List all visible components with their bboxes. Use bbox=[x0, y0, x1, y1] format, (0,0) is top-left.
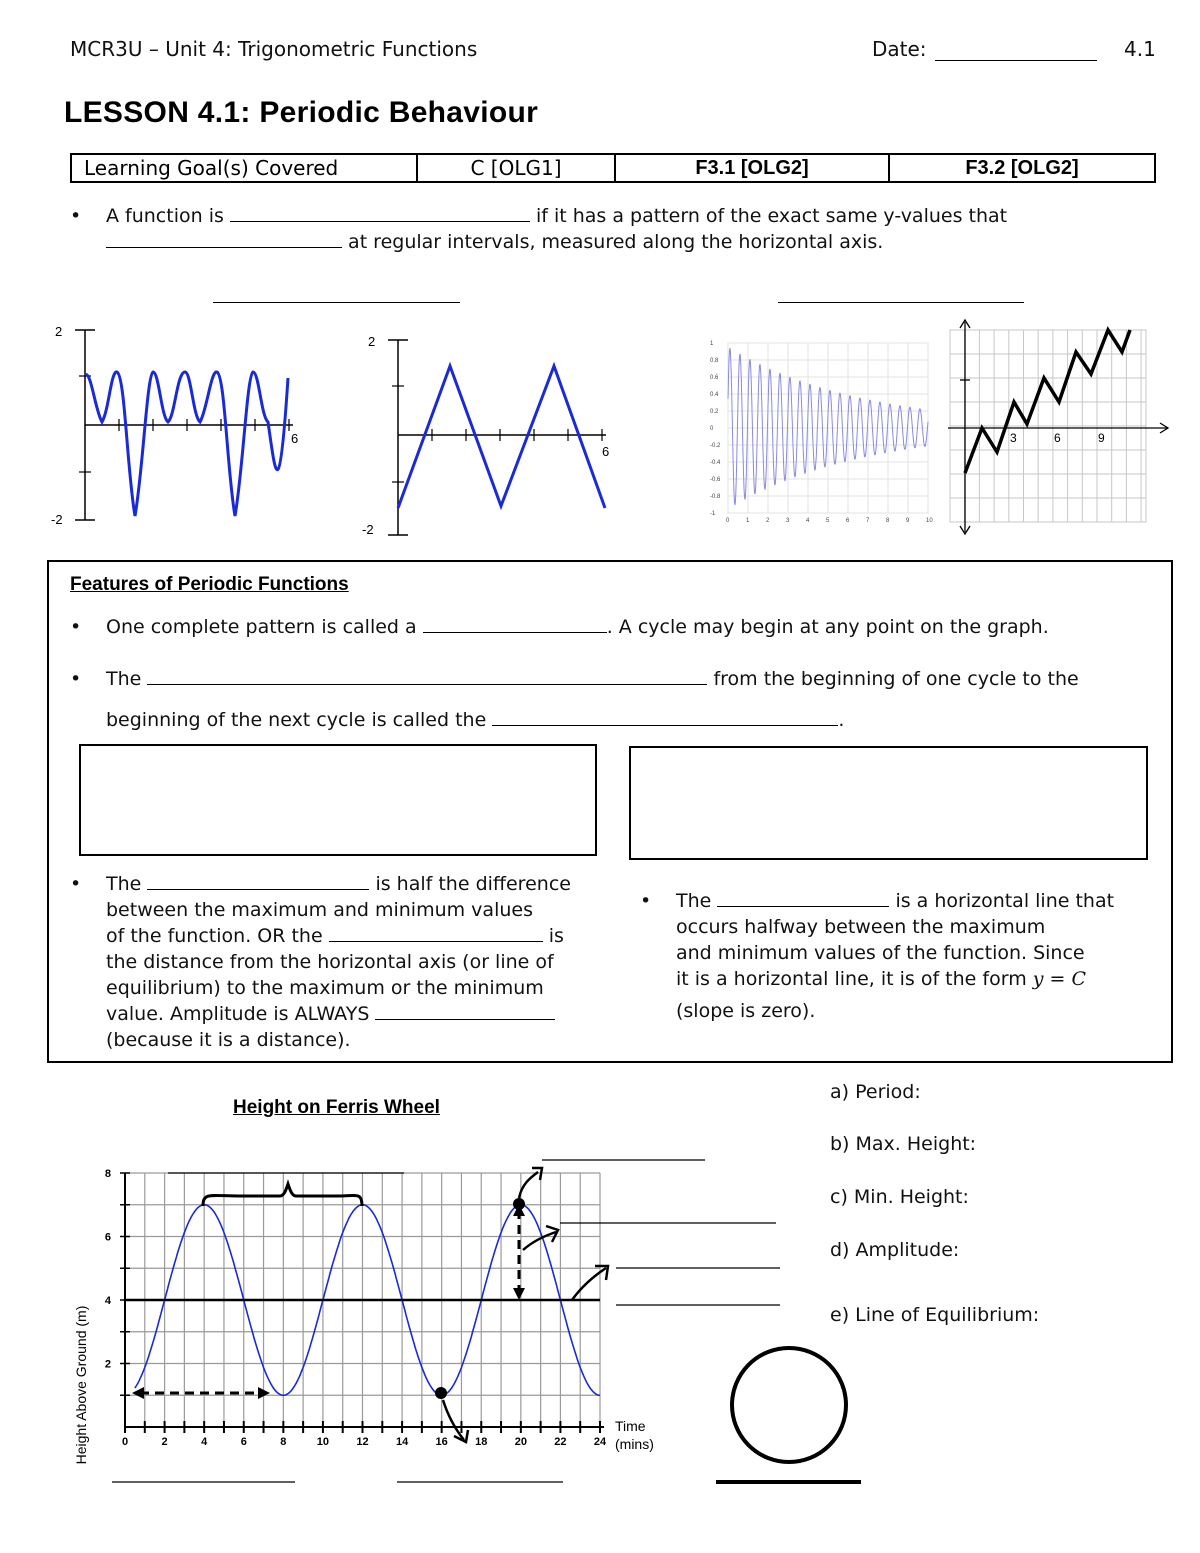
amp-text-5: equilibrium) to the maximum or the minimum bbox=[106, 977, 544, 999]
ferris-xtick-label: 16 bbox=[435, 1436, 448, 1448]
amp-text-2: between the maximum and minimum values bbox=[106, 899, 533, 921]
g3-ytick: 0.4 bbox=[710, 392, 719, 398]
learning-goals-table bbox=[70, 153, 1156, 183]
g3-ytick: 0.8 bbox=[710, 358, 719, 364]
amplitude-pointer bbox=[523, 1232, 556, 1250]
ferris-xtick-label: 20 bbox=[514, 1436, 527, 1448]
g3-xtick: 6 bbox=[846, 518, 850, 524]
date-label: Date: bbox=[872, 37, 927, 61]
g3-xtick: 5 bbox=[826, 518, 830, 524]
g3-ytick: -0.6 bbox=[710, 477, 721, 483]
ferris-xtick-label: 6 bbox=[240, 1436, 247, 1448]
g1-curve bbox=[85, 372, 288, 516]
question-a: a) Period: bbox=[830, 1081, 921, 1103]
g2-ytop: 2 bbox=[368, 334, 376, 349]
g3-xtick: 7 bbox=[866, 518, 870, 524]
graph-group-label-blank-left[interactable] bbox=[213, 302, 460, 303]
g3-ytick: -0.4 bbox=[710, 460, 721, 466]
max-arrow bbox=[519, 1172, 538, 1198]
intro-text-b: if it has a pattern of the exact same y-values that bbox=[535, 205, 1008, 227]
g3-ytick: 0.6 bbox=[710, 375, 719, 381]
goal-f31: F3.1 [OLG2] bbox=[616, 155, 890, 181]
periodic-blank[interactable] bbox=[230, 203, 530, 222]
lesson-number: 4.1 bbox=[1124, 37, 1156, 61]
ferris-xtick-label: 10 bbox=[316, 1436, 330, 1448]
g3-ytick: -0.2 bbox=[710, 443, 721, 449]
g3-ytick: -1 bbox=[710, 511, 716, 517]
g1-x: 6 bbox=[291, 431, 299, 446]
bullet-dot: • bbox=[70, 873, 82, 895]
period-text-a: The bbox=[106, 668, 142, 690]
ferris-xlabel-time: Time bbox=[615, 1418, 646, 1434]
ferris-xtick-label: 14 bbox=[395, 1436, 409, 1448]
goal-f32: F3.2 [OLG2] bbox=[965, 156, 1079, 179]
g3-xtick: 4 bbox=[806, 518, 810, 524]
g3-ytick: 0 bbox=[710, 426, 714, 432]
eq-text-5: (slope is zero). bbox=[676, 1000, 816, 1022]
course-header: MCR3U – Unit 4: Trigonometric Functions bbox=[70, 37, 478, 61]
nonperiodic-graph-1 bbox=[706, 328, 934, 528]
features-title: Features of Periodic Functions bbox=[70, 574, 349, 595]
repeat-blank[interactable] bbox=[106, 229, 342, 248]
question-d: d) Amplitude: bbox=[830, 1239, 960, 1261]
amp-text-1a: The bbox=[106, 873, 142, 895]
answer-box-right[interactable] bbox=[629, 746, 1148, 860]
goal-c: C [OLG1] bbox=[418, 155, 616, 181]
min-point bbox=[435, 1387, 447, 1399]
amplitude-blank-2[interactable] bbox=[329, 923, 543, 942]
amp-text-3b: is bbox=[548, 925, 564, 947]
intro-bullet bbox=[70, 203, 1166, 255]
intro-text-a: A function is bbox=[106, 205, 224, 227]
periodic-graph-1 bbox=[45, 320, 315, 530]
goals-label: Learning Goal(s) Covered bbox=[72, 155, 418, 181]
amplitude-bullet bbox=[70, 871, 606, 1053]
amplitude-blank-1[interactable] bbox=[147, 871, 369, 890]
answer-box-left[interactable] bbox=[79, 744, 597, 856]
ferris-ytick-label: 8 bbox=[104, 1168, 111, 1180]
ferris-xlabel-mins: (mins) bbox=[615, 1436, 654, 1452]
eq-text-1b: is a horizontal line that bbox=[895, 890, 1115, 912]
ferris-xtick-label: 8 bbox=[280, 1436, 287, 1448]
eq-text-1a: The bbox=[676, 890, 712, 912]
nonperiodic-graph-2 bbox=[946, 318, 1172, 536]
equilibrium-blank[interactable] bbox=[717, 888, 889, 907]
g2-ybot: -2 bbox=[362, 522, 374, 537]
eq-text-4a: it is a horizontal line, it is of the form bbox=[676, 968, 1027, 990]
ferris-wheel-icon bbox=[715, 1340, 865, 1490]
period-bullet bbox=[70, 666, 1166, 692]
bullet-dot: • bbox=[70, 205, 82, 227]
cycle-text-b: . A cycle may begin at any point on the graph. bbox=[606, 616, 1049, 638]
ferris-xtick-label: 18 bbox=[475, 1436, 488, 1448]
bullet-dot: • bbox=[70, 616, 82, 638]
positive-blank[interactable] bbox=[375, 1001, 555, 1020]
g1-ytop: 2 bbox=[55, 324, 63, 339]
g3-xtick: 0 bbox=[726, 518, 730, 524]
bullet-dot: • bbox=[70, 668, 82, 690]
period-text-d: . bbox=[838, 709, 845, 731]
g4-x3: 3 bbox=[1010, 431, 1017, 445]
min-pointer bbox=[443, 1400, 464, 1440]
amp-text-4: the distance from the horizontal axis (or line of bbox=[106, 951, 554, 973]
page-title: LESSON 4.1: Periodic Behaviour bbox=[64, 96, 539, 129]
cycle-text-a: One complete pattern is called a bbox=[106, 616, 417, 638]
g4-x6: 6 bbox=[1054, 431, 1061, 445]
ferris-xtick-label: 2 bbox=[161, 1436, 168, 1448]
g2-x: 6 bbox=[602, 444, 610, 459]
arrowhead-left bbox=[132, 1387, 144, 1399]
period-line-2 bbox=[106, 707, 1166, 733]
g4-x9: 9 bbox=[1098, 431, 1105, 445]
ferris-xtick-label: 12 bbox=[356, 1436, 369, 1448]
eq-formula: y = C bbox=[1032, 968, 1087, 990]
cycle-blank[interactable] bbox=[423, 614, 607, 633]
graph-group-label-blank-right[interactable] bbox=[778, 302, 1024, 303]
equilibrium-pointer bbox=[572, 1268, 606, 1300]
ferris-chart bbox=[60, 1140, 820, 1550]
question-e: e) Line of Equilibrium: bbox=[830, 1304, 1040, 1326]
ferris-ytick-label: 2 bbox=[104, 1358, 111, 1371]
g3-ytick: 0.2 bbox=[710, 409, 719, 415]
g1-ybot: -2 bbox=[51, 512, 63, 527]
g3-xtick: 2 bbox=[766, 518, 770, 524]
question-c: c) Min. Height: bbox=[830, 1186, 969, 1208]
amp-text-7: (because it is a distance). bbox=[106, 1029, 351, 1051]
max-point bbox=[513, 1198, 525, 1210]
periodic-graph-2 bbox=[358, 330, 628, 540]
date-blank[interactable] bbox=[935, 60, 1097, 61]
ferris-xtick-label: 4 bbox=[201, 1436, 208, 1448]
period-blank[interactable] bbox=[492, 707, 838, 726]
ferris-ylabel: Height Above Ground (m) bbox=[73, 1305, 89, 1465]
g3-xtick: 1 bbox=[746, 518, 750, 524]
g3-xtick: 3 bbox=[786, 518, 790, 524]
equilibrium-bullet bbox=[640, 888, 1146, 1024]
cycle-bullet bbox=[70, 614, 1166, 640]
period-brace bbox=[203, 1184, 362, 1206]
question-b: b) Max. Height: bbox=[830, 1133, 977, 1155]
g3-ytick: 1 bbox=[710, 341, 714, 347]
intro-text-c: at regular intervals, measured along the horizontal axis. bbox=[348, 231, 884, 253]
bullet-dot: • bbox=[640, 890, 652, 912]
period-text-c: beginning of the next cycle is called the bbox=[106, 709, 487, 731]
g3-xtick: 10 bbox=[926, 518, 933, 524]
amp-text-3a: of the function. OR the bbox=[106, 925, 323, 947]
g3-xtick: 9 bbox=[906, 518, 910, 524]
period-text-b: from the beginning of one cycle to the bbox=[713, 668, 1079, 690]
ferris-xtick-label: 0 bbox=[121, 1436, 129, 1448]
ferris-xtick-label: 24 bbox=[593, 1436, 607, 1448]
ferris-xtick-label: 22 bbox=[554, 1436, 567, 1448]
g3-ytick: -0.8 bbox=[710, 494, 721, 500]
ferris-chart-title: Height on Ferris Wheel bbox=[233, 1097, 440, 1118]
amp-text-6: value. Amplitude is ALWAYS bbox=[106, 1003, 370, 1025]
horizontal-length-blank[interactable] bbox=[147, 666, 707, 685]
ferris-ytick-label: 4 bbox=[104, 1295, 111, 1307]
amp-text-1b: is half the difference bbox=[375, 873, 571, 895]
arrowhead-down bbox=[513, 1288, 525, 1300]
ferris-ytick-label: 6 bbox=[104, 1231, 111, 1244]
g3-xtick: 8 bbox=[886, 518, 890, 524]
g2-curve bbox=[398, 366, 605, 508]
eq-text-2: occurs halfway between the maximum bbox=[676, 916, 1046, 938]
eq-text-3: and minimum values of the function. Since bbox=[676, 942, 1085, 964]
